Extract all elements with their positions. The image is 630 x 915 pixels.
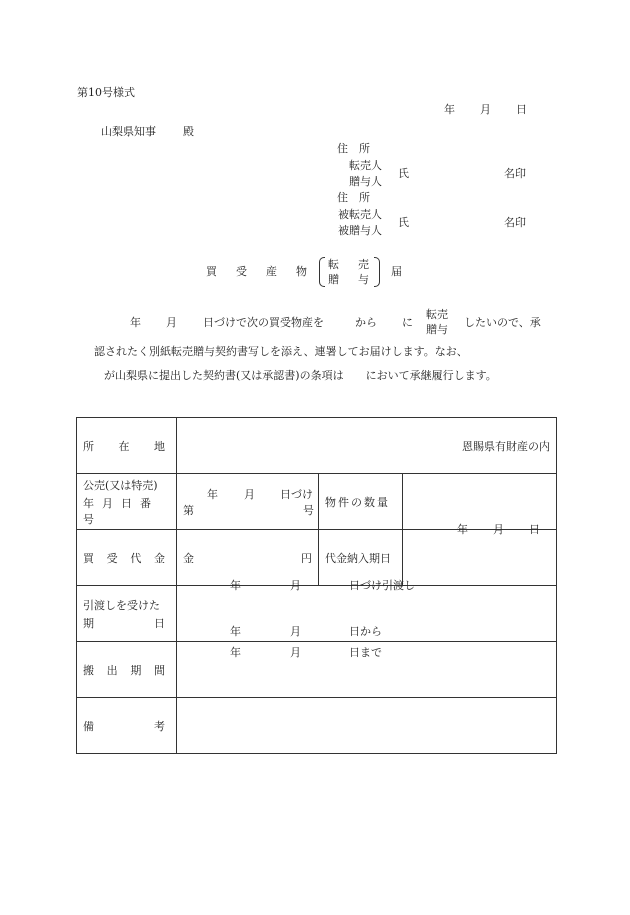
price-label-c3: 代 — [130, 551, 142, 565]
due-date-value-cell[interactable] — [403, 523, 557, 586]
due-month-label: 月 — [493, 523, 504, 536]
remarks-label-c2: 考 — [154, 719, 165, 733]
auction-day-label: 日づけ — [280, 488, 313, 501]
removal-label-c3: 期 — [130, 663, 142, 677]
title-char-1: 買 — [206, 265, 217, 278]
table-row-removal-period — [77, 642, 557, 698]
addressee-honorific: 殿 — [183, 125, 194, 138]
party2-seal-label: 名印 — [504, 216, 526, 229]
location-label-c2: 在 — [118, 439, 130, 453]
removal-end-month: 月 — [290, 646, 301, 659]
auction-number-prefix: 第 — [183, 504, 194, 517]
body-line2: 認されたく別紙転売贈与契約書写しを添え、連署してお届けします。なお、 — [94, 345, 468, 358]
removal-label-c2: 出 — [106, 663, 118, 677]
table-row-auction — [77, 474, 557, 530]
date-day-label: 日 — [516, 103, 527, 116]
removal-label-c4: 間 — [153, 663, 165, 677]
title-option1-char1: 転 — [328, 258, 339, 271]
table-row-delivery — [77, 586, 557, 642]
location-label-c1: 所 — [83, 439, 94, 453]
delivery-label-c1: 期 — [83, 616, 94, 630]
body-month-label: 月 — [166, 316, 177, 329]
quantity-label: 物件の数量 — [325, 495, 390, 509]
body-from-label: から — [355, 316, 377, 329]
price-amount-cell[interactable] — [177, 530, 319, 586]
title-char-4: 物 — [296, 265, 307, 278]
due-day-label: 日 — [529, 523, 540, 536]
auction-label-line2: 年月日番号 — [83, 496, 159, 526]
party1-address-label: 住 所 — [337, 142, 370, 155]
auction-number-suffix: 号 — [303, 504, 314, 517]
delivery-day-text: 日づけ引渡し — [349, 579, 415, 592]
due-year-label: 年 — [457, 523, 468, 536]
quantity-label-cell — [319, 474, 403, 530]
addressee-name: 山梨県知事 — [101, 125, 156, 138]
party2-role-resale-recipient: 被転売人 — [338, 208, 382, 221]
delivery-month-label: 月 — [290, 579, 301, 592]
party1-role-reseller: 転売人 — [349, 159, 382, 172]
remarks-value-cell[interactable] — [177, 698, 557, 754]
body-line1-text: 日づけで次の買受物産を — [203, 316, 324, 329]
location-label-cell — [77, 418, 177, 474]
price-label-c2: 受 — [106, 551, 118, 565]
removal-label-cell — [77, 642, 177, 698]
title-left-brace — [319, 257, 325, 287]
title-option2-char1: 贈 — [328, 273, 339, 286]
auction-month-label: 月 — [244, 488, 255, 501]
removal-period-cell[interactable] — [177, 625, 557, 698]
auction-date-cell[interactable] — [177, 474, 319, 530]
price-amount-prefix: 金 — [183, 551, 194, 565]
body-option-gift: 贈与 — [426, 323, 448, 336]
removal-label-c1: 搬 — [83, 663, 94, 677]
date-month-label: 月 — [480, 103, 491, 116]
date-year-label: 年 — [444, 103, 455, 116]
auction-label-line1: 公売(又は特売) — [83, 478, 158, 492]
removal-start-month: 月 — [290, 625, 301, 638]
delivery-label-line1: 引渡しを受けた — [83, 598, 160, 612]
title-suffix: 届 — [391, 265, 402, 278]
price-label-c4: 金 — [153, 551, 165, 565]
body-option-resale: 転売 — [426, 308, 448, 321]
title-right-brace — [374, 257, 380, 287]
due-date-label: 代金納入期日 — [325, 551, 391, 565]
remarks-label-cell — [77, 698, 177, 754]
title-option1-char2: 売 — [358, 258, 369, 271]
table-row-remarks — [77, 698, 557, 754]
title-char-2: 受 — [236, 265, 247, 278]
title-option2-char2: 与 — [358, 273, 369, 286]
location-value: 恩賜県有財産の内 — [462, 439, 551, 453]
body-year-label: 年 — [130, 316, 141, 329]
removal-end-day: 日まで — [349, 646, 382, 659]
remarks-label-c1: 備 — [83, 719, 94, 733]
price-amount-unit: 円 — [301, 551, 312, 565]
party1-name-label: 氏 — [398, 167, 409, 180]
table-row-location — [77, 418, 557, 474]
location-value-cell[interactable] — [177, 418, 557, 474]
delivery-label-cell — [77, 586, 177, 642]
table-row-price — [77, 530, 557, 586]
title-char-3: 産 — [266, 265, 277, 278]
form-number: 第10号様式 — [77, 86, 135, 99]
removal-start-year: 年 — [230, 625, 241, 638]
body-line1-end: したいので、承 — [464, 316, 541, 329]
removal-end-year: 年 — [230, 646, 241, 659]
location-label-c3: 地 — [154, 439, 165, 453]
party1-role-donor: 贈与人 — [349, 175, 382, 188]
auction-year-label: 年 — [207, 488, 218, 501]
removal-start-day: 日から — [349, 625, 382, 638]
auction-label-cell — [77, 474, 177, 530]
price-label-c1: 買 — [83, 551, 94, 565]
price-label-cell — [77, 530, 177, 586]
due-date-label-cell — [319, 530, 403, 586]
party2-name-label: 氏 — [398, 216, 409, 229]
delivery-year-label: 年 — [230, 579, 241, 592]
property-details-table — [76, 417, 557, 754]
body-line3: が山梨県に提出した契約書(又は承認書)の条項は において承継履行します。 — [104, 369, 497, 382]
party1-seal-label: 名印 — [504, 167, 526, 180]
delivery-label-c2: 日 — [154, 616, 165, 630]
party2-role-gift-recipient: 被贈与人 — [338, 224, 382, 237]
party2-address-label: 住 所 — [337, 191, 370, 204]
quantity-value-cell[interactable] — [403, 474, 557, 530]
body-to-label: に — [402, 316, 413, 329]
